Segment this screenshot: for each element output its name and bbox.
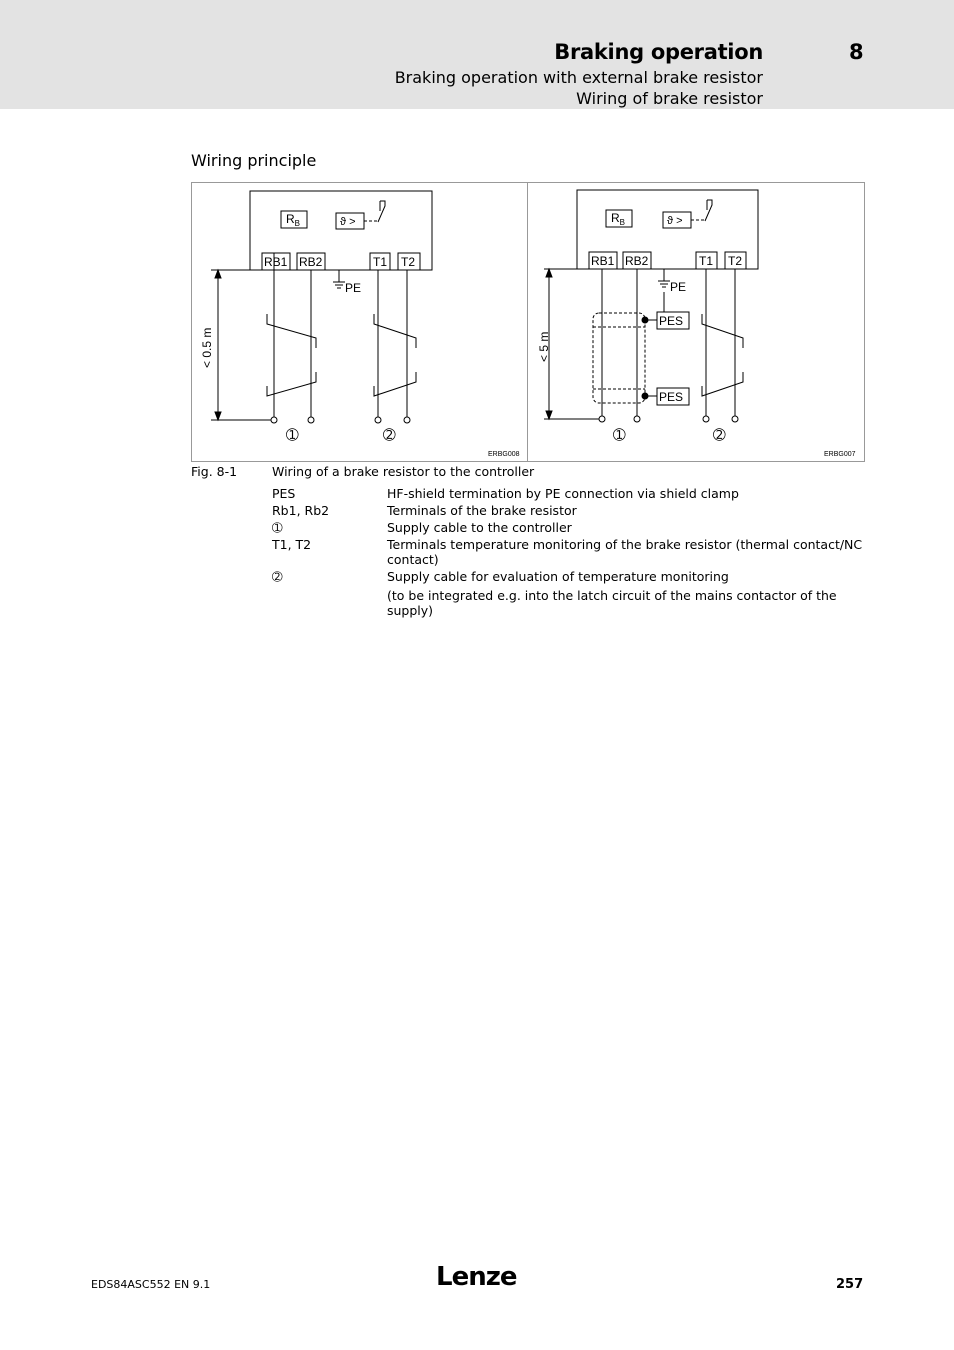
chapter-number: 8 [849, 40, 864, 64]
section-heading: Wiring principle [191, 151, 317, 170]
page-title: Braking operation [554, 40, 763, 64]
legend-row [272, 588, 872, 618]
figure-code-left: ERBG008 [488, 451, 520, 458]
pes-label-bottom: PES [659, 390, 684, 404]
legend-value: Supply cable for evaluation of temperature monitoring [387, 569, 729, 584]
legend-value: Terminals temperature monitoring of the brake resistor (thermal contact/NC contact) [387, 537, 863, 567]
left-diagram [200, 191, 520, 458]
section-subtitle: Braking operation with external brake resistor [394, 68, 763, 87]
page-number: 257 [836, 1277, 864, 1292]
terminal-label-t1-left: T1 [373, 255, 388, 269]
legend-key: ➀ [272, 520, 283, 535]
legend-row [272, 520, 872, 535]
distance-label-right: < 5 m [537, 331, 551, 362]
legend-value: (to be integrated e.g. into the latch circuit of the mains contactor of the supply) [387, 588, 837, 618]
legend-key: T1, T2 [272, 537, 312, 552]
legend-row [272, 486, 872, 501]
legend-row [272, 569, 872, 584]
legend-row [272, 537, 872, 567]
pe-label-right: PE [670, 280, 687, 294]
thermo-label-left: ϑ > [340, 216, 356, 228]
wiring-figure [191, 182, 865, 462]
figure-caption-text: Wiring of a brake resistor to the controller [272, 464, 535, 479]
legend-table [272, 486, 872, 620]
pes-label-top: PES [659, 314, 684, 328]
document-id: EDS84ASC552 EN 9.1 [91, 1278, 211, 1291]
lenze-logo: Lenze [436, 1262, 517, 1292]
rb-label-right: $R_B$ [611, 211, 626, 227]
figure-caption-label: Fig. 8-1 [191, 464, 238, 479]
marker-1-right: ➀ [613, 427, 626, 444]
legend-value: Terminals of the brake resistor [387, 503, 577, 518]
legend-value: Supply cable to the controller [387, 520, 572, 535]
terminal-label-rb1-left: RB1 [264, 255, 288, 269]
legend-key: PES [272, 486, 296, 501]
pe-label-left: PE [345, 281, 362, 295]
terminal-label-t1-right: T1 [699, 254, 714, 268]
terminal-label-rb2-right: RB2 [625, 254, 649, 268]
legend-value: HF-shield termination by PE connection via shield clamp [387, 486, 739, 501]
figure-code-right: ERBG007 [824, 451, 856, 458]
legend-row [272, 503, 872, 518]
right-diagram [537, 190, 856, 458]
thermo-label-right: ϑ > [667, 215, 683, 227]
header-band [0, 0, 954, 109]
rb-label-left: $R_B$ [286, 212, 301, 228]
terminal-label-rb1-right: RB1 [591, 254, 615, 268]
terminal-label-t2-right: T2 [728, 254, 743, 268]
terminal-label-rb2-left: RB2 [299, 255, 323, 269]
marker-2-left: ➁ [383, 427, 396, 444]
marker-1-left: ➀ [286, 427, 299, 444]
marker-2-right: ➁ [713, 427, 726, 444]
distance-label-left: < 0.5 m [200, 327, 214, 368]
terminal-label-t2-left: T2 [401, 255, 416, 269]
subsection-subtitle: Wiring of brake resistor [576, 89, 763, 108]
legend-key: ➁ [272, 569, 283, 584]
legend-key: Rb1, Rb2 [272, 503, 330, 518]
